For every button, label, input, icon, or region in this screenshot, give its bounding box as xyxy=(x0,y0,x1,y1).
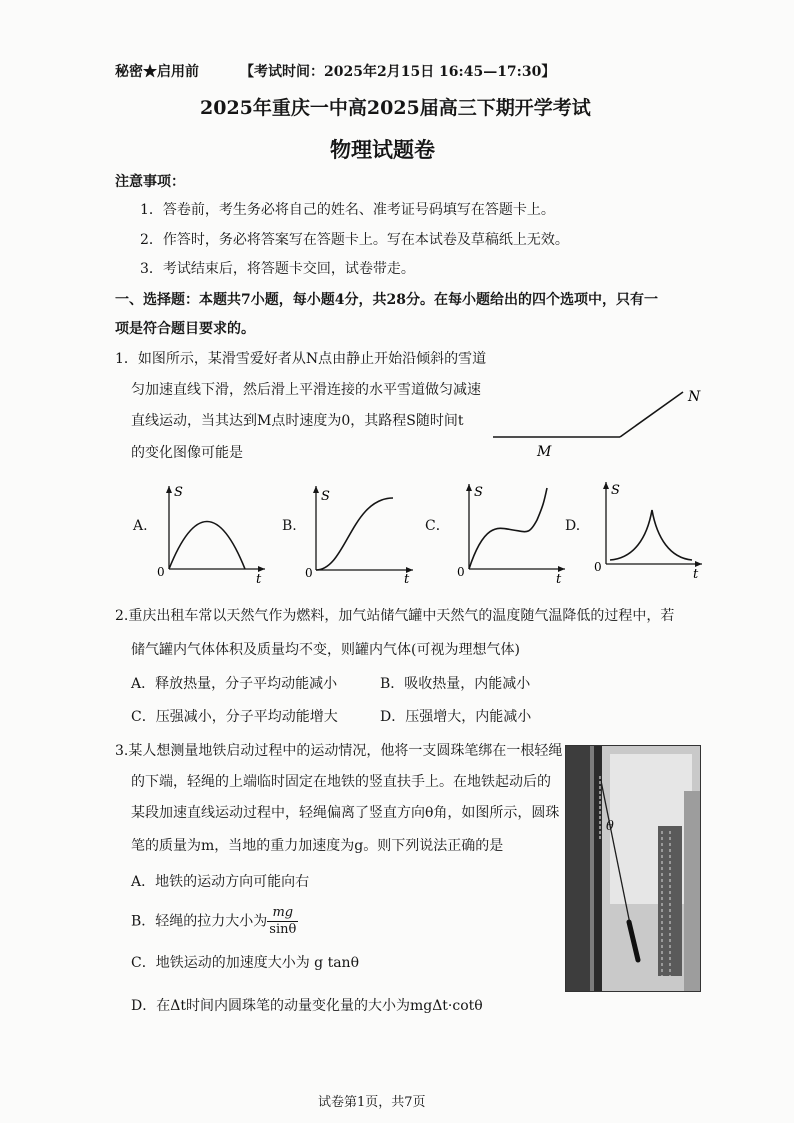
fraction-mg-over-sin xyxy=(267,905,298,938)
origin-label: 0 xyxy=(457,565,465,579)
y-axis-label: S xyxy=(321,489,330,504)
notice-item: 2．作答时，务必将答案写在答题卡上。写在本试卷及草稿纸上无效。 xyxy=(140,232,569,248)
exam-title: 2025年重庆一中高2025届高三下期开学考试 xyxy=(200,97,591,119)
x-axis-label: t xyxy=(256,572,262,585)
x-axis-label: t xyxy=(556,572,562,585)
q2-option-b: B．吸收热量，内能减小 xyxy=(380,676,531,692)
q3-option-d: D．在Δt时间内圆珠笔的动量变化量的大小为mgΔt·cotθ xyxy=(131,998,483,1014)
page-footer: 试卷第1页，共7页 xyxy=(318,1095,426,1110)
graph-c xyxy=(455,480,570,585)
q3-stem: 某段加速直线运动过程中，轻绳偏离了竖直方向θ角，如图所示，圆珠 xyxy=(131,805,560,821)
graph-d xyxy=(592,478,707,583)
s-t-curve xyxy=(316,498,393,570)
fraction-numerator: mg xyxy=(267,905,298,922)
option-d-label: D. xyxy=(565,518,581,534)
y-axis-label: S xyxy=(174,485,183,500)
q3-stem: 3.某人想测量地铁启动过程中的运动情况，他将一支圆珠笔绑在一根轻绳 xyxy=(115,743,563,759)
q3-option-c: C．地铁运动的加速度大小为 g tanθ xyxy=(131,955,359,971)
subway-photo xyxy=(565,745,701,992)
q2-stem: 2.重庆出租车常以天然气作为燃料，加气站储气罐中天然气的温度随气温降低的过程中，若 xyxy=(115,608,675,624)
q2-option-c: C．压强减小，分子平均动能增大 xyxy=(131,709,338,725)
option-c-label: C． xyxy=(425,518,450,534)
q1-stem: 直线运动，当其达到M点时速度为0，其路程S随时间t xyxy=(131,413,464,429)
q1-stem: 1．如图所示，某滑雪爱好者从N点由静止开始沿倾斜的雪道 xyxy=(115,351,487,367)
s-t-curve xyxy=(169,522,245,570)
notice-heading: 注意事项： xyxy=(115,174,185,190)
q2-stem: 储气罐内气体体积及质量均不变，则罐内气体(可视为理想气体) xyxy=(131,642,520,658)
subway-photo-drawing xyxy=(566,746,700,991)
notice-item: 3．考试结束后，将答题卡交回，试卷带走。 xyxy=(140,261,415,277)
q3-stem: 笔的质量为m，当地的重力加速度为g。则下列说法正确的是 xyxy=(131,838,504,854)
s-t-curve xyxy=(469,488,547,569)
y-axis-label: S xyxy=(611,483,620,498)
x-axis-label: t xyxy=(404,572,410,585)
section-heading-cont: 项是符合题目要求的。 xyxy=(115,321,255,337)
origin-label: 0 xyxy=(594,560,602,574)
option-a-label: A. xyxy=(133,518,148,534)
notice-item: 1．答卷前，考生务必将自己的姓名、准考证号码填写在答题卡上。 xyxy=(140,202,555,218)
theta-label: θ xyxy=(606,819,614,834)
origin-label: 0 xyxy=(157,565,165,579)
slope-track xyxy=(620,392,683,437)
q3-option-a: A．地铁的运动方向可能向右 xyxy=(131,874,310,890)
q2-option-a: A．释放热量，分子平均动能减小 xyxy=(131,676,338,692)
graph-a xyxy=(155,480,270,585)
q1-stem: 匀加速直线下滑，然后滑上平滑连接的水平雪道做匀减速 xyxy=(131,382,481,398)
paper-subtitle: 物理试题卷 xyxy=(330,137,435,162)
graph-b xyxy=(303,480,418,585)
q3-stem: 的下端，轻绳的上端临时固定在地铁的竖直扶手上。在地铁起动后的 xyxy=(131,774,551,790)
point-m-label: M xyxy=(537,444,552,460)
origin-label: 0 xyxy=(305,566,313,580)
fraction-denominator: sinθ xyxy=(269,922,297,937)
x-axis-label: t xyxy=(693,567,699,582)
q3-option-b xyxy=(131,905,298,938)
q3-option-b-text: B．轻绳的拉力大小为 xyxy=(131,913,268,930)
s-t-curve xyxy=(610,510,692,560)
q1-stem: 的变化图像可能是 xyxy=(131,445,243,461)
y-axis-label: S xyxy=(474,485,483,500)
option-b-label: B. xyxy=(282,518,297,534)
q2-option-d: D．压强增大，内能减小 xyxy=(380,709,532,725)
exam-time: 【考试时间：2025年2月15日 16:45—17:30】 xyxy=(240,64,556,80)
secret-mark: 秘密★启用前 xyxy=(115,64,199,80)
slope-figure xyxy=(485,380,715,465)
point-n-label: N xyxy=(688,389,701,405)
section-heading: 一、选择题：本题共7小题，每小题4分，共28分。在每小题给出的四个选项中，只有一 xyxy=(115,292,658,308)
